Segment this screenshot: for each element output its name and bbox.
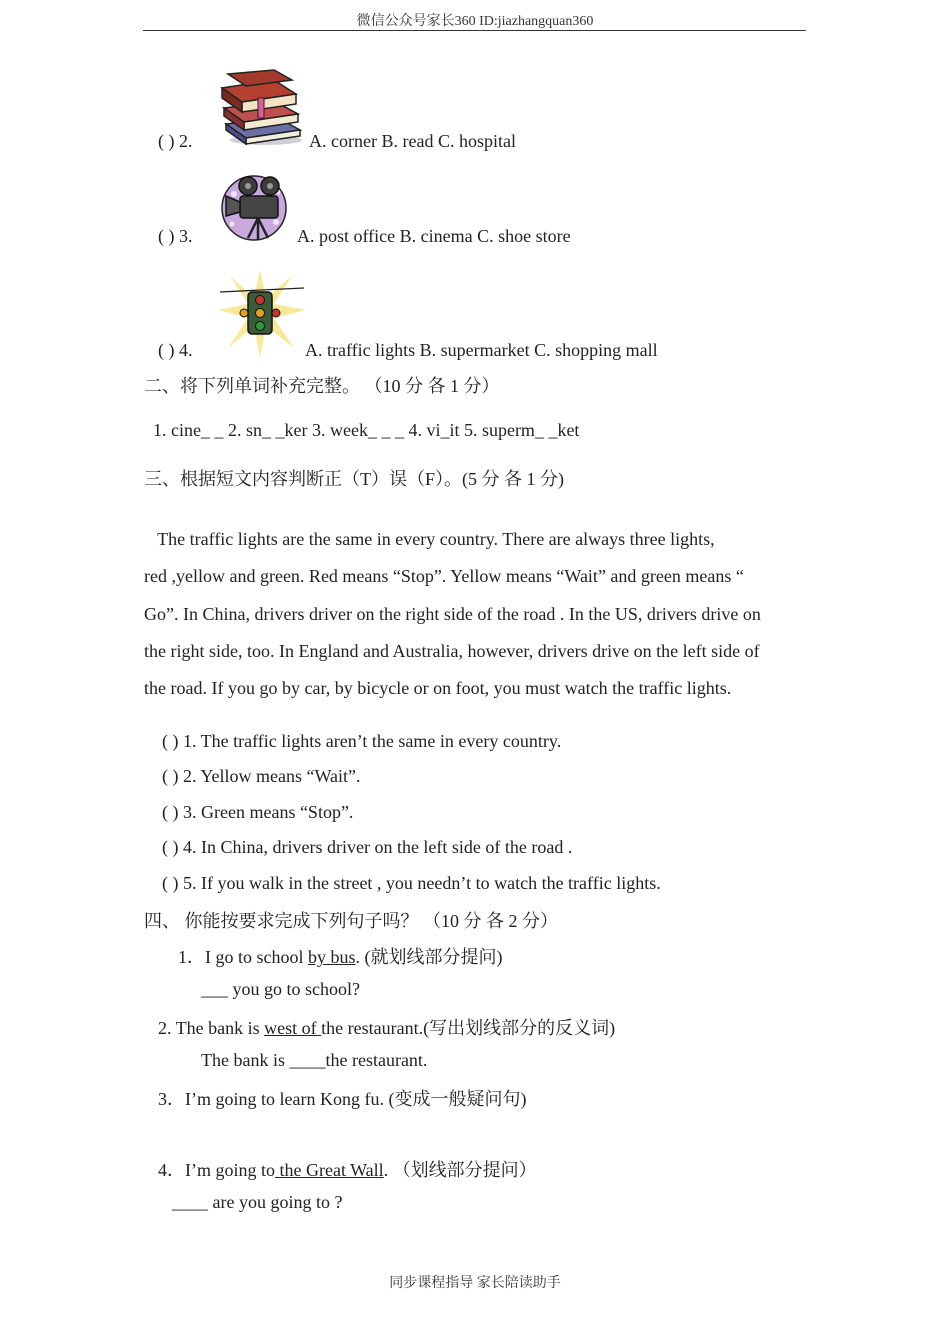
passage-line: The traffic lights are the same in every country. There are always three lights,	[144, 529, 715, 549]
section-4-heading: 四、 你能按要求完成下列句子吗？ （10 分 各 2 分）	[144, 911, 558, 931]
passage-line: the right side, too. In England and Australia, however, drivers drive on the left side of	[144, 640, 760, 661]
question-3: 3．I’m going to learn Kong fu. (变成一般疑问句)	[158, 1089, 527, 1109]
picture-item-3-options: A. post office B. cinema C. shoe store	[297, 226, 571, 246]
section-3-heading: 三、根据短文内容判断正（T）误（F）。(5 分 各 1 分)	[144, 469, 564, 489]
question-4-underlined: the Great Wall	[275, 1160, 384, 1180]
traffic-light-icon	[220, 270, 306, 358]
question-1-text: 1．I go to school	[178, 947, 308, 967]
picture-item-2-number: ( ) 2.	[158, 131, 193, 151]
page-header: 微信公众号家长360 ID:jiazhangquan360	[356, 14, 594, 29]
books-icon	[218, 70, 308, 148]
passage-line: red ,yellow and green. Red means “Stop”. Yellow means “Wait” and green means “	[144, 566, 744, 587]
passage-line: Go”. In China, drivers driver on the right side of the road . In the US, drivers drive on	[144, 603, 761, 624]
statement-5: ( ) 5. If you walk in the street , you needn’t to watch the traffic lights.	[162, 873, 661, 893]
movie-camera-icon	[218, 172, 294, 242]
question-2-underlined: west of	[264, 1018, 322, 1038]
question-4-instruction: . （划线部分提问）	[383, 1160, 537, 1180]
question-4-text: 4．I’m going to	[158, 1160, 275, 1180]
question-2	[158, 1014, 615, 1040]
reading-passage	[144, 521, 809, 707]
question-4-answer-line: ____ are you going to ?	[172, 1192, 343, 1212]
question-2-instruction: the restaurant.(写出划线部分的反义词)	[321, 1018, 616, 1038]
question-1-underlined: by bus	[308, 947, 356, 967]
page-footer: 同步课程指导 家长陪读助手	[389, 1276, 561, 1291]
question-2-answer-line: The bank is ____the restaurant.	[201, 1050, 428, 1070]
passage-line: the road. If you go by car, by bicycle or on foot, you must watch the traffic lights.	[144, 678, 732, 699]
statement-2: ( ) 2. Yellow means “Wait”.	[162, 766, 361, 786]
section-2-words: 1. cine_ _ 2. sn_ _ker 3. week_ _ _ 4. vi_it 5. superm_ _ket	[153, 420, 580, 440]
statement-1: ( ) 1. The traffic lights aren’t the same in every country.	[162, 731, 562, 751]
question-2-text: 2. The bank is	[158, 1018, 265, 1038]
picture-item-4-options: A. traffic lights B. supermarket C. shopping mall	[305, 340, 658, 360]
picture-item-3-number: ( ) 3.	[158, 226, 193, 246]
statement-3: ( ) 3. Green means “Stop”.	[162, 802, 354, 822]
question-1	[178, 943, 503, 969]
question-1-instruction: . (就划线部分提问)	[355, 947, 503, 967]
picture-item-4-number: ( ) 4.	[158, 340, 193, 360]
section-2-heading: 二、将下列单词补充完整。 （10 分 各 1 分）	[144, 376, 500, 396]
header-rule	[143, 30, 806, 31]
question-1-answer-line: ___ you go to school?	[201, 979, 360, 999]
picture-item-2-options: A. corner B. read C. hospital	[309, 131, 516, 151]
question-4	[158, 1156, 537, 1182]
statement-4: ( ) 4. In China, drivers driver on the left side of the road .	[162, 837, 573, 857]
